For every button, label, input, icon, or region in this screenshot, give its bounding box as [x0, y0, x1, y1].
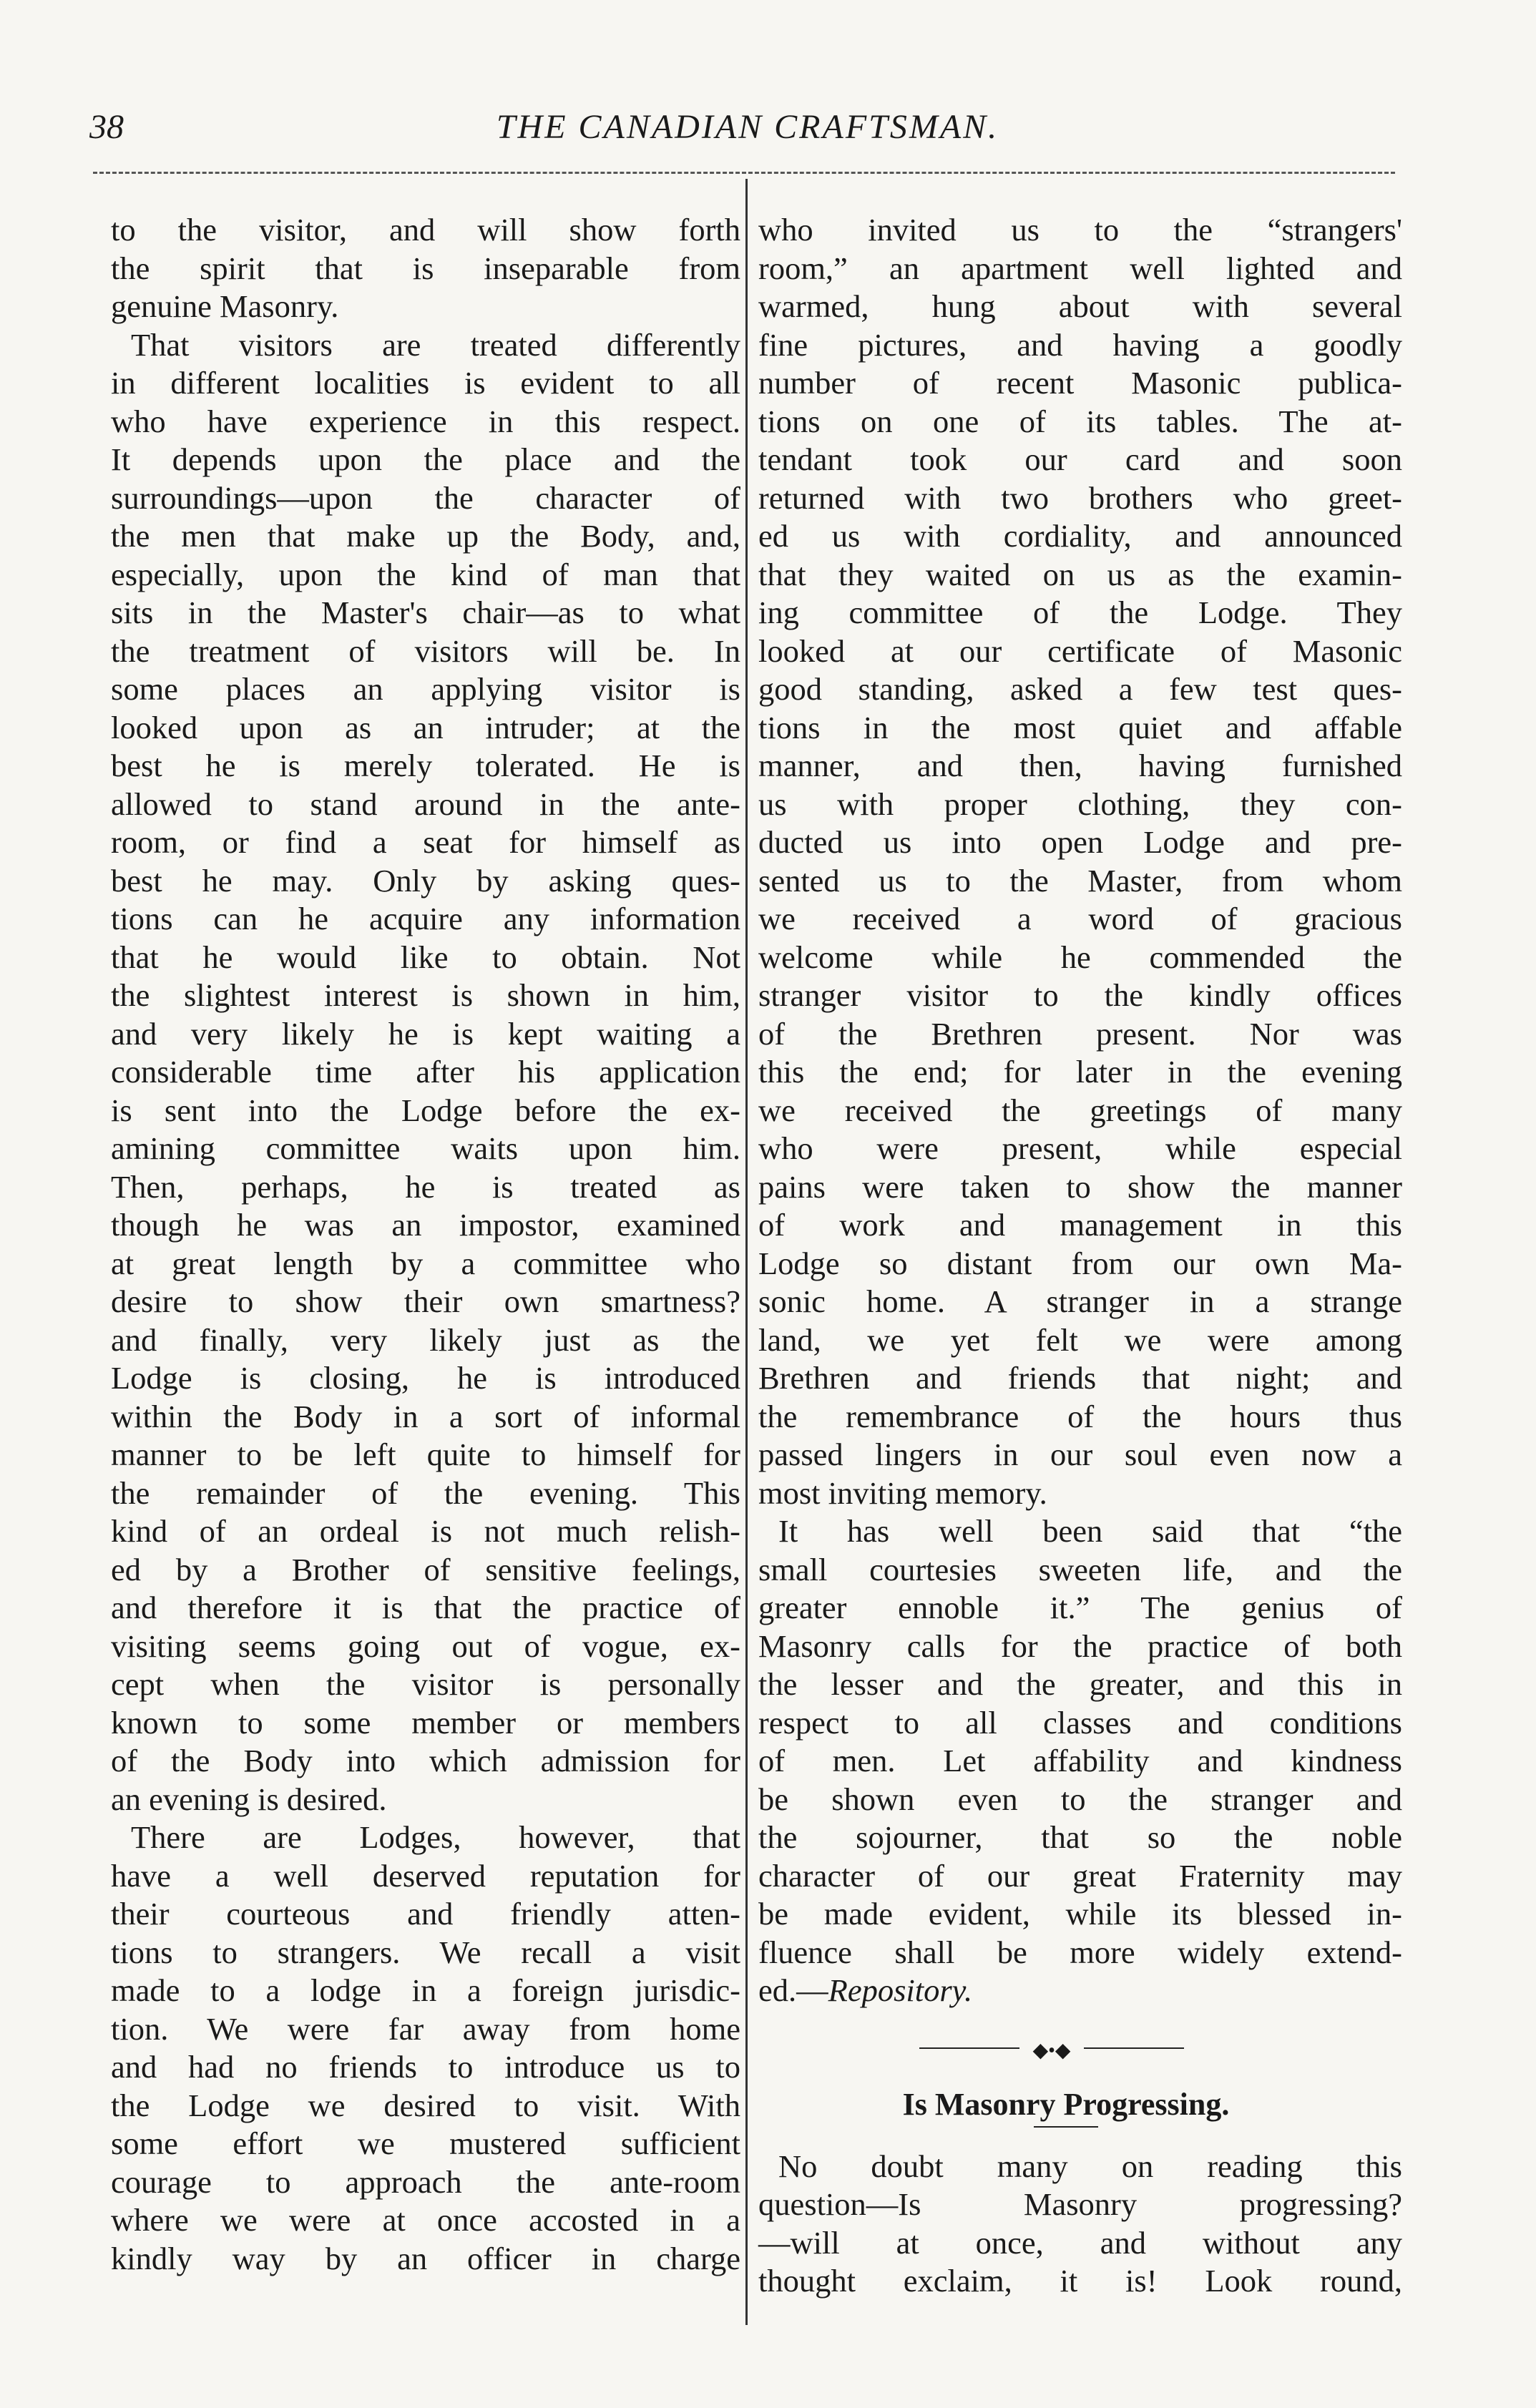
- text-line: the spirit that is inseparable from: [111, 250, 740, 286]
- text-line: ducted us into open Lodge and pre-: [758, 824, 1402, 860]
- text-line: kind of an ordeal is not much relish-: [111, 1513, 740, 1549]
- text-line: of work and management in this: [758, 1207, 1402, 1243]
- text-line: thought exclaim, it is! Look round,: [758, 2263, 1402, 2299]
- right-column: [758, 211, 1402, 2301]
- article-title: Is Masonry Progressing.: [902, 2086, 1230, 2122]
- text-line: number of recent Masonic publica-: [758, 365, 1402, 401]
- text-line: It has well been said that “the: [778, 1513, 1402, 1549]
- text-line: cept when the visitor is personally: [111, 1666, 740, 1702]
- text-line: considerable time after his application: [111, 1054, 740, 1090]
- text-line: who have experience in this respect.: [111, 403, 740, 439]
- text-line: we received the greetings of many: [758, 1092, 1402, 1128]
- text-line: welcome while he commended the: [758, 939, 1402, 975]
- text-line: visiting seems going out of vogue, ex-: [111, 1628, 740, 1664]
- text-line: room,” an apartment well lighted and: [758, 250, 1402, 286]
- text-line: the treatment of visitors will be. In: [111, 632, 740, 669]
- text-line: returned with two brothers who greet-: [758, 479, 1402, 516]
- text-line: courage to approach the ante-room: [111, 2163, 740, 2200]
- text-line: It depends upon the place and the: [111, 441, 740, 477]
- text-line: —will at once, and without any: [758, 2224, 1402, 2261]
- text-line: ed by a Brother of sensitive feelings,: [111, 1551, 740, 1587]
- text-line: tendant took our card and soon: [758, 441, 1402, 477]
- text-line: though he was an impostor, examined: [111, 1207, 740, 1243]
- text-line: surroundings—upon the character of: [111, 479, 740, 516]
- text-line: in different localities is evident to all: [111, 365, 740, 401]
- text-line: the lesser and the greater, and this in: [758, 1666, 1402, 1702]
- text-line: tions in the most quiet and affable: [758, 709, 1402, 745]
- text-line: tions to strangers. We recall a visit: [111, 1934, 740, 1970]
- text-line: question—Is Masonry progressing?: [758, 2186, 1402, 2222]
- text-line: have a well deserved reputation for: [111, 1857, 740, 1894]
- text-line: of men. Let affability and kindness: [758, 1743, 1402, 1778]
- text-line: looked at our certificate of Masonic: [758, 632, 1402, 669]
- text-line: some effort we mustered sufficient: [111, 2125, 740, 2161]
- title-rule: [1034, 2126, 1098, 2128]
- text-line: this the end; for later in the evening: [758, 1054, 1402, 1090]
- text-line: the sojourner, that so the noble: [758, 1819, 1402, 1855]
- text-line: of the Brethren present. Nor was: [758, 1015, 1402, 1052]
- text-line: tion. We were far away from home: [111, 2010, 740, 2047]
- text-line: allowed to stand around in the ante-: [111, 785, 740, 822]
- text-line: small courtesies sweeten life, and the: [758, 1551, 1402, 1587]
- text-line: best he may. Only by asking ques-: [111, 862, 740, 899]
- text-line: who were present, while especial: [758, 1130, 1402, 1166]
- text-line: pains were taken to show the manner: [758, 1168, 1402, 1205]
- text-line: amining committee waits upon him.: [111, 1130, 740, 1166]
- left-column: [111, 211, 740, 2278]
- text-line: most inviting memory.: [758, 1474, 1047, 1511]
- text-line: that they waited on us as the examin-: [758, 556, 1402, 592]
- text-line: be made evident, while its blessed in-: [758, 1896, 1402, 1932]
- text-line-with-credit: [758, 1972, 1402, 2010]
- text-line: Masonry calls for the practice of both: [758, 1628, 1402, 1664]
- text-line: sented us to the Master, from whom: [758, 862, 1402, 899]
- text-line: There are Lodges, however, that: [131, 1819, 740, 1855]
- text-line: Then, perhaps, he is treated as: [111, 1168, 740, 1205]
- text-line: we received a word of gracious: [758, 901, 1402, 936]
- text-line: Brethren and friends that night; and: [758, 1360, 1402, 1396]
- divider-ornament-icon: ◆•◆: [1032, 2039, 1071, 2062]
- text-line: to the visitor, and will show forth: [111, 212, 740, 248]
- divider-rule-right: [1084, 2047, 1184, 2049]
- text-line: within the Body in a sort of informal: [111, 1398, 740, 1434]
- text-line: be shown even to the stranger and: [758, 1781, 1402, 1817]
- text-line: greater ennoble it.” The genius of: [758, 1590, 1402, 1625]
- text-line: known to some member or members: [111, 1704, 740, 1741]
- text-line: manner, and then, having furnished: [758, 748, 1402, 783]
- text-line: the Lodge we desired to visit. With: [111, 2087, 740, 2123]
- text-line: ing committee of the Lodge. They: [758, 594, 1402, 630]
- text-line: of the Body into which admission for: [111, 1743, 740, 1778]
- text-line: No doubt many on reading this: [778, 2148, 1402, 2184]
- text-line: and therefore it is that the practice of: [111, 1590, 740, 1625]
- text-line: best he is merely tolerated. He is: [111, 748, 740, 783]
- text-line: that he would like to obtain. Not: [111, 939, 740, 975]
- text-line: the men that make up the Body, and,: [111, 518, 740, 554]
- text-line: at great length by a committee who: [111, 1245, 740, 1281]
- text-line: Lodge is closing, he is introduced: [111, 1360, 740, 1396]
- text-line: desire to show their own smartness?: [111, 1283, 740, 1319]
- text-line: ed us with cordiality, and announced: [758, 518, 1402, 554]
- text-line: genuine Masonry.: [111, 288, 339, 324]
- text-line: character of our great Fraternity may: [758, 1857, 1402, 1894]
- text-line: land, we yet felt we were among: [758, 1321, 1402, 1358]
- section-divider: [758, 2027, 1402, 2070]
- text-line: good standing, asked a few test ques-: [758, 671, 1402, 707]
- text-line: room, or find a seat for himself as: [111, 824, 740, 860]
- text-line: fluence shall be more widely extend-: [758, 1934, 1402, 1970]
- text-line: some places an applying visitor is: [111, 671, 740, 707]
- header-rule: [93, 172, 1395, 174]
- text-line: us with proper clothing, they con-: [758, 785, 1402, 822]
- text-line: especially, upon the kind of man that: [111, 556, 740, 592]
- text-line: an evening is desired.: [111, 1781, 387, 1817]
- text-line: and finally, very likely just as the: [111, 1321, 740, 1358]
- divider-rule-left: [919, 2047, 1019, 2049]
- text-line: their courteous and friendly atten-: [111, 1896, 740, 1932]
- page-header: [89, 107, 1406, 165]
- column-divider: [745, 179, 748, 2325]
- text-line: and very likely he is kept waiting a: [111, 1015, 740, 1052]
- text-line: the remembrance of the hours thus: [758, 1398, 1402, 1434]
- text-line: sonic home. A stranger in a strange: [758, 1283, 1402, 1319]
- text-line: passed lingers in our soul even now a: [758, 1437, 1402, 1472]
- running-title: THE CANADIAN CRAFTSMAN.: [496, 108, 999, 146]
- text-line: who invited us to the “strangers': [758, 212, 1402, 248]
- text-line: kindly way by an officer in charge: [111, 2240, 740, 2276]
- text-line: sits in the Master's chair—as to what: [111, 594, 740, 630]
- text-line: Lodge so distant from our own Ma-: [758, 1245, 1402, 1281]
- text-line: tions can he acquire any information: [111, 901, 740, 936]
- source-credit: Repository.: [828, 1972, 973, 2008]
- page-number: 38: [89, 108, 124, 146]
- text-line: warmed, hung about with several: [758, 288, 1402, 324]
- text-line: where we were at once accosted in a: [111, 2202, 740, 2238]
- text-line: ed.—: [758, 1972, 828, 2008]
- text-line: is sent into the Lodge before the ex-: [111, 1092, 740, 1128]
- text-line: the remainder of the evening. This: [111, 1474, 740, 1511]
- text-line: made to a lodge in a foreign jurisdic-: [111, 1972, 740, 2008]
- text-line: manner to be left quite to himself for: [111, 1437, 740, 1472]
- text-line: respect to all classes and conditions: [758, 1704, 1402, 1741]
- text-line: the slightest interest is shown in him,: [111, 977, 740, 1013]
- text-line: and had no friends to introduce us to: [111, 2049, 740, 2085]
- text-line: tions on one of its tables. The at-: [758, 403, 1402, 439]
- text-line: looked upon as an intruder; at the: [111, 709, 740, 745]
- text-line: stranger visitor to the kindly offices: [758, 977, 1402, 1013]
- text-line: fine pictures, and having a goodly: [758, 326, 1402, 363]
- text-line: That visitors are treated differently: [131, 326, 740, 363]
